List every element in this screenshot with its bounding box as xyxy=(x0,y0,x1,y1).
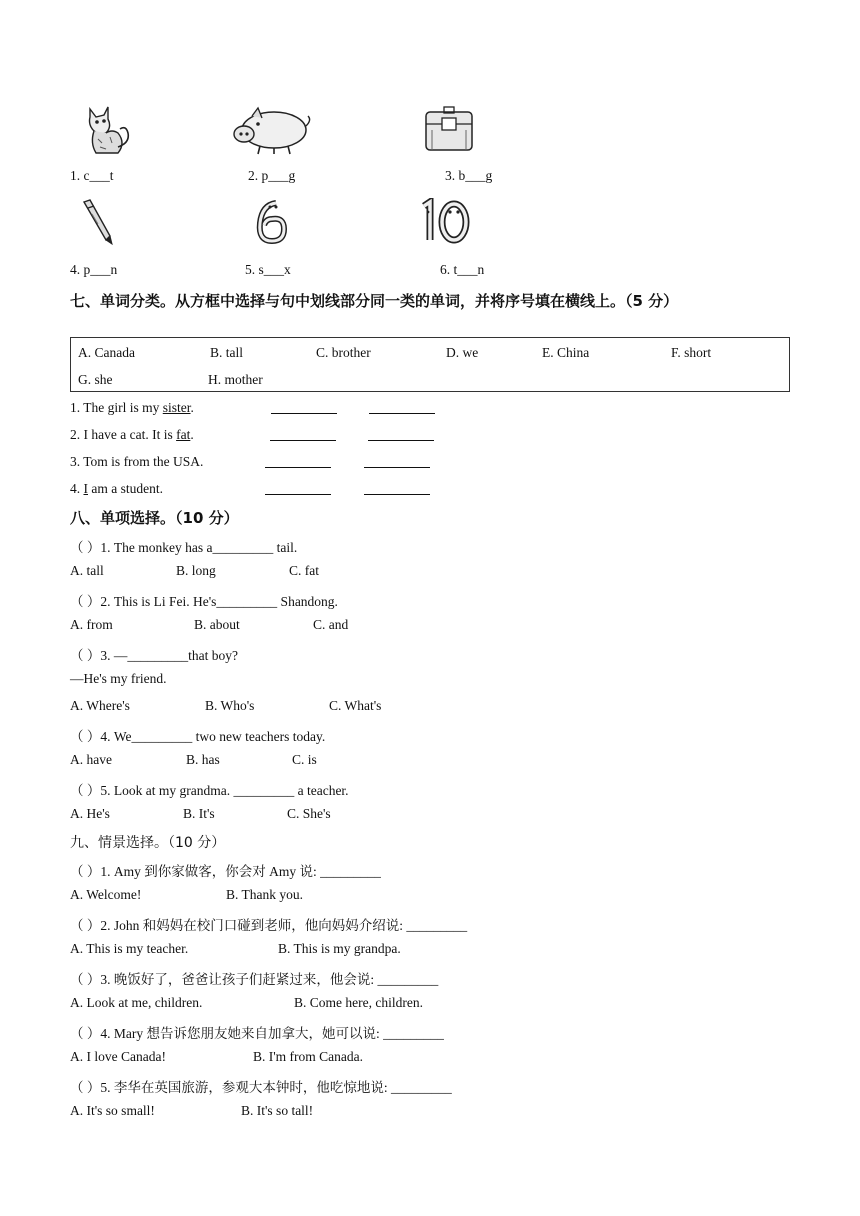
picture-label-1: 1. c___t xyxy=(70,168,114,183)
option: B. has xyxy=(186,752,220,767)
section-9-title: 九、情景选择。（10 分） xyxy=(70,835,226,851)
pig-icon xyxy=(230,104,312,156)
option: B. This is my grandpa. xyxy=(278,941,401,956)
option: B. I'm from Canada. xyxy=(253,1049,364,1064)
picture-label-4: 4. p___n xyxy=(70,262,118,277)
cat-icon xyxy=(82,103,134,157)
answer-blank[interactable] xyxy=(364,483,430,495)
option: A. tall xyxy=(70,563,104,578)
option: A. Welcome! xyxy=(70,887,142,902)
option: A. have xyxy=(70,752,112,767)
number-six-icon xyxy=(252,197,290,245)
mc-question-4: （ ）4. We_________ two new teachers today. xyxy=(70,729,326,744)
option: C. What's xyxy=(329,698,382,713)
option: B. It's so tall! xyxy=(241,1103,314,1118)
word-option: B. tall xyxy=(210,345,243,360)
answer-blank[interactable] xyxy=(368,429,434,441)
classify-question-1: 1. The girl is my sister. xyxy=(70,400,194,415)
mc-question-3: （ ）3. —_________that boy? xyxy=(70,648,238,663)
mc-question-1: （ ）1. The monkey has a_________ tail. xyxy=(70,540,298,555)
answer-blank[interactable] xyxy=(270,429,336,441)
option: A. It's so small! xyxy=(70,1103,155,1118)
pen-icon xyxy=(80,198,116,246)
option: C. She's xyxy=(287,806,331,821)
bag-icon xyxy=(424,106,474,152)
option: A. This is my teacher. xyxy=(70,941,189,956)
word-option: C. brother xyxy=(316,345,371,360)
word-option: D. we xyxy=(446,345,479,360)
word-option: F. short xyxy=(671,345,712,360)
picture-label-6: 6. t___n xyxy=(440,262,485,277)
answer-blank[interactable] xyxy=(271,402,337,414)
word-option: H. mother xyxy=(208,372,263,387)
classify-question-2: 2. I have a cat. It is fat. xyxy=(70,427,194,442)
answer-blank[interactable] xyxy=(265,483,331,495)
option: C. and xyxy=(313,617,349,632)
option: B. long xyxy=(176,563,216,578)
option: B. It's xyxy=(183,806,215,821)
option: C. is xyxy=(292,752,317,767)
option: C. fat xyxy=(289,563,319,578)
picture-label-5: 5. s___x xyxy=(245,262,291,277)
mc-question-5: （ ）5. Look at my grandma. _________ a teacher. xyxy=(70,783,349,798)
situation-question-2: （ ）2. John 和妈妈在校门口碰到老师，他向妈妈介绍说: _________ xyxy=(70,918,468,933)
classify-question-4: 4. I am a student. xyxy=(70,481,163,496)
option: A. He's xyxy=(70,806,110,821)
situation-question-1: （ ）1. Amy 到你家做客，你会对 Amy 说: _________ xyxy=(70,864,381,879)
answer-blank[interactable] xyxy=(265,456,331,468)
picture-label-2: 2. p___g xyxy=(248,168,296,183)
section-7-title: 七、单词分类。从方框中选择与句中划线部分同一类的单词，并将序号填在横线上。（5 分） xyxy=(70,292,679,310)
mc-question-2: （ ）2. This is Li Fei. He's_________ Shandong. xyxy=(70,594,338,609)
word-option: G. she xyxy=(78,372,113,387)
number-ten-icon xyxy=(412,198,474,244)
word-option: E. China xyxy=(542,345,590,360)
option: A. I love Canada! xyxy=(70,1049,166,1064)
option: B. Who's xyxy=(205,698,255,713)
classify-question-3: 3. Tom is from the USA. xyxy=(70,454,204,469)
situation-question-3: （ ）3. 晚饭好了，爸爸让孩子们赶紧过来，他会说: _________ xyxy=(70,972,439,987)
option: A. from xyxy=(70,617,113,632)
section-8-title: 八、单项选择。（10 分） xyxy=(70,509,239,527)
situation-question-4: （ ）4. Mary 想告诉您朋友她来自加拿大，她可以说: _________ xyxy=(70,1026,444,1041)
option: B. Come here, children. xyxy=(294,995,423,1010)
answer-blank[interactable] xyxy=(369,402,435,414)
option: B. about xyxy=(194,617,240,632)
dialogue-reply: —He's my friend. xyxy=(70,671,167,686)
option: A. Where's xyxy=(70,698,130,713)
picture-label-3: 3. b___g xyxy=(445,168,493,183)
option: A. Look at me, children. xyxy=(70,995,203,1010)
answer-blank[interactable] xyxy=(364,456,430,468)
option: B. Thank you. xyxy=(226,887,303,902)
situation-question-5: （ ）5. 李华在英国旅游，参观大本钟时，他吃惊地说: _________ xyxy=(70,1080,452,1095)
word-option: A. Canada xyxy=(78,345,135,360)
